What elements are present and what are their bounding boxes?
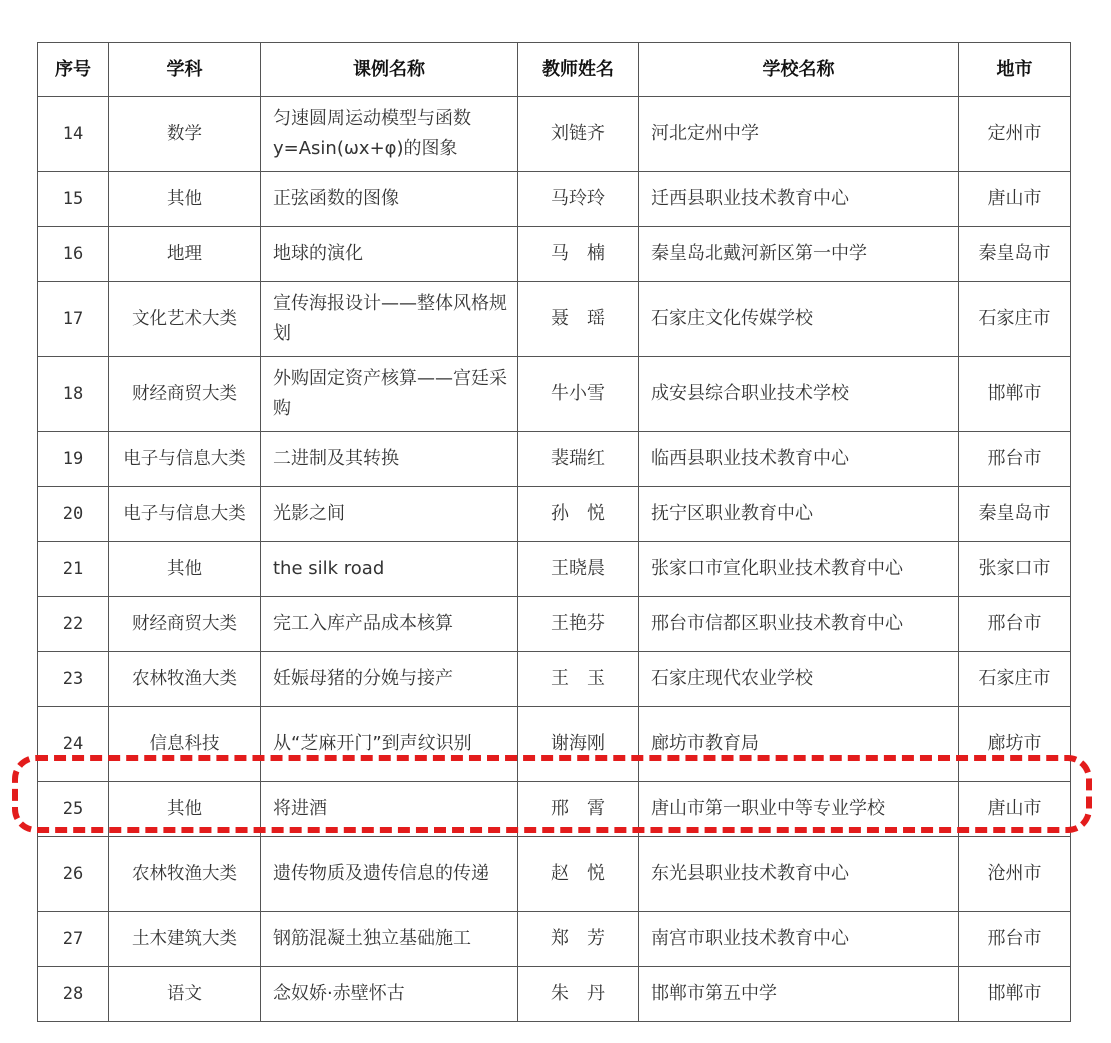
- row-subject: 农林牧渔大类: [109, 652, 261, 707]
- row-course: 匀速圆周运动模型与函数y=Asin(ωx+φ)的图象: [261, 97, 518, 172]
- header-city: 地市: [959, 43, 1071, 97]
- row-number: 27: [38, 912, 109, 967]
- row-city: 邢台市: [959, 432, 1071, 487]
- row-teacher: 裴瑞红: [518, 432, 639, 487]
- row-school: 唐山市第一职业中等专业学校: [639, 782, 959, 837]
- table-row: [38, 432, 1071, 487]
- row-city: 邢台市: [959, 912, 1071, 967]
- row-teacher: 朱 丹: [518, 967, 639, 1022]
- row-course: 正弦函数的图像: [261, 172, 518, 227]
- row-subject: 语文: [109, 967, 261, 1022]
- row-number: 14: [38, 97, 109, 172]
- row-city: 邯郸市: [959, 357, 1071, 432]
- row-city: 邢台市: [959, 597, 1071, 652]
- header-subject: 学科: [109, 43, 261, 97]
- row-school: 石家庄文化传媒学校: [639, 282, 959, 357]
- row-number: 26: [38, 837, 109, 912]
- row-school: 临西县职业技术教育中心: [639, 432, 959, 487]
- table-row: [38, 487, 1071, 542]
- table-row: [38, 707, 1071, 782]
- row-teacher: 刘链齐: [518, 97, 639, 172]
- row-city: 石家庄市: [959, 652, 1071, 707]
- row-school: 东光县职业技术教育中心: [639, 837, 959, 912]
- row-course: 光影之间: [261, 487, 518, 542]
- table-row: [38, 967, 1071, 1022]
- row-course: the silk road: [261, 542, 518, 597]
- header-course: 课例名称: [261, 43, 518, 97]
- row-teacher: 赵 悦: [518, 837, 639, 912]
- row-teacher: 谢海刚: [518, 707, 639, 782]
- course-list-table: [37, 42, 1070, 1022]
- header-school: 学校名称: [639, 43, 959, 97]
- row-city: 唐山市: [959, 172, 1071, 227]
- table-row: [38, 172, 1071, 227]
- row-city: 定州市: [959, 97, 1071, 172]
- table-row: [38, 837, 1071, 912]
- row-school: 南宫市职业技术教育中心: [639, 912, 959, 967]
- row-number: 22: [38, 597, 109, 652]
- row-school: 抚宁区职业教育中心: [639, 487, 959, 542]
- row-subject: 其他: [109, 782, 261, 837]
- row-subject: 其他: [109, 172, 261, 227]
- table-row: [38, 282, 1071, 357]
- row-school: 邢台市信都区职业技术教育中心: [639, 597, 959, 652]
- row-city: 廊坊市: [959, 707, 1071, 782]
- table-row: [38, 597, 1071, 652]
- row-city: 秦皇岛市: [959, 487, 1071, 542]
- row-city: 唐山市: [959, 782, 1071, 837]
- row-number: 20: [38, 487, 109, 542]
- row-city: 邯郸市: [959, 967, 1071, 1022]
- row-subject: 其他: [109, 542, 261, 597]
- table-row: [38, 912, 1071, 967]
- row-teacher: 牛小雪: [518, 357, 639, 432]
- row-teacher: 孙 悦: [518, 487, 639, 542]
- row-subject: 电子与信息大类: [109, 487, 261, 542]
- row-school: 邯郸市第五中学: [639, 967, 959, 1022]
- row-subject: 电子与信息大类: [109, 432, 261, 487]
- row-course: 妊娠母猪的分娩与接产: [261, 652, 518, 707]
- row-teacher: 聂 瑶: [518, 282, 639, 357]
- row-number: 15: [38, 172, 109, 227]
- row-subject: 土木建筑大类: [109, 912, 261, 967]
- row-school: 秦皇岛北戴河新区第一中学: [639, 227, 959, 282]
- row-school: 张家口市宣化职业技术教育中心: [639, 542, 959, 597]
- row-subject: 数学: [109, 97, 261, 172]
- row-city: 石家庄市: [959, 282, 1071, 357]
- row-teacher: 郑 芳: [518, 912, 639, 967]
- row-subject: 地理: [109, 227, 261, 282]
- row-number: 17: [38, 282, 109, 357]
- header-teacher: 教师姓名: [518, 43, 639, 97]
- header-number: 序号: [38, 43, 109, 97]
- row-number: 21: [38, 542, 109, 597]
- row-course: 念奴娇·赤壁怀古: [261, 967, 518, 1022]
- row-teacher: 王艳芬: [518, 597, 639, 652]
- row-school: 石家庄现代农业学校: [639, 652, 959, 707]
- row-subject: 信息科技: [109, 707, 261, 782]
- row-teacher: 马 楠: [518, 227, 639, 282]
- row-number: 19: [38, 432, 109, 487]
- row-number: 16: [38, 227, 109, 282]
- row-city: 秦皇岛市: [959, 227, 1071, 282]
- row-teacher: 马玲玲: [518, 172, 639, 227]
- row-course: 宣传海报设计——整体风格规划: [261, 282, 518, 357]
- row-school: 迁西县职业技术教育中心: [639, 172, 959, 227]
- row-course: 遗传物质及遗传信息的传递: [261, 837, 518, 912]
- row-number: 28: [38, 967, 109, 1022]
- table-row: [38, 542, 1071, 597]
- row-course: 外购固定资产核算——宫廷采购: [261, 357, 518, 432]
- row-course: 钢筋混凝土独立基础施工: [261, 912, 518, 967]
- row-subject: 农林牧渔大类: [109, 837, 261, 912]
- row-city: 沧州市: [959, 837, 1071, 912]
- row-subject: 财经商贸大类: [109, 597, 261, 652]
- row-number: 23: [38, 652, 109, 707]
- row-course: 将进酒: [261, 782, 518, 837]
- row-number: 24: [38, 707, 109, 782]
- table-row: [38, 227, 1071, 282]
- row-subject: 文化艺术大类: [109, 282, 261, 357]
- row-school: 成安县综合职业技术学校: [639, 357, 959, 432]
- row-number: 18: [38, 357, 109, 432]
- row-teacher: 邢 霄: [518, 782, 639, 837]
- row-school: 廊坊市教育局: [639, 707, 959, 782]
- row-number: 25: [38, 782, 109, 837]
- row-teacher: 王晓晨: [518, 542, 639, 597]
- row-subject: 财经商贸大类: [109, 357, 261, 432]
- table-row: [38, 357, 1071, 432]
- table-row-highlighted: [38, 782, 1071, 837]
- row-course: 地球的演化: [261, 227, 518, 282]
- table-row: [38, 97, 1071, 172]
- row-city: 张家口市: [959, 542, 1071, 597]
- row-course: 完工入库产品成本核算: [261, 597, 518, 652]
- row-course: 从“芝麻开门”到声纹识别: [261, 707, 518, 782]
- table-row: [38, 652, 1071, 707]
- header-row: [38, 43, 1071, 97]
- row-course: 二进制及其转换: [261, 432, 518, 487]
- row-school: 河北定州中学: [639, 97, 959, 172]
- row-teacher: 王 玉: [518, 652, 639, 707]
